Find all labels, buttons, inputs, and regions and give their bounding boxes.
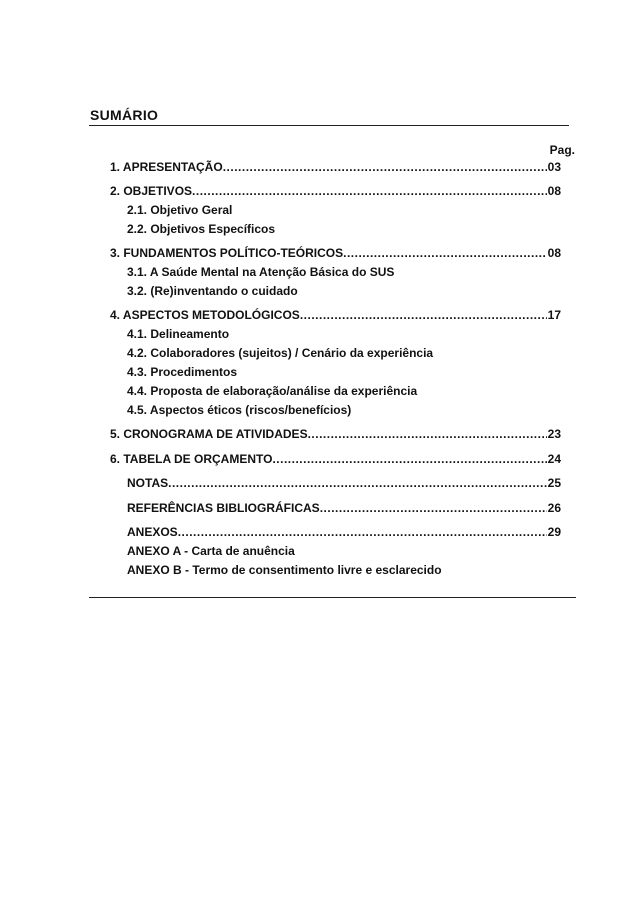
dot-leader bbox=[223, 160, 547, 174]
toc-entry-page: 29 bbox=[547, 525, 561, 539]
toc-subentry[interactable]: 4.3. Procedimentos bbox=[127, 365, 238, 379]
toc-entry-page: 24 bbox=[547, 452, 561, 466]
toc-subentry[interactable]: ANEXO A - Carta de anuência bbox=[127, 544, 295, 558]
toc-subentry[interactable]: 4.1. Delineamento bbox=[127, 327, 230, 341]
dot-leader bbox=[168, 476, 547, 490]
dot-leader bbox=[308, 427, 547, 441]
toc-entry-label: ANEXOS bbox=[127, 525, 178, 539]
toc-entry-label: 1. APRESENTAÇÃO bbox=[110, 160, 223, 174]
toc-entry-referencias[interactable] bbox=[127, 501, 561, 515]
toc-entry-label: NOTAS bbox=[127, 476, 169, 490]
dot-leader bbox=[300, 308, 547, 322]
dot-leader bbox=[320, 501, 547, 515]
dot-leader bbox=[272, 452, 546, 466]
toc-entry-label: 2. OBJETIVOS bbox=[110, 184, 193, 198]
toc-subentry[interactable]: 2.1. Objetivo Geral bbox=[127, 203, 233, 217]
toc-entry-label: 5. CRONOGRAMA DE ATIVIDADES bbox=[110, 427, 308, 441]
toc-subentry[interactable]: 4.2. Colaboradores (sujeitos) / Cenário da experiência bbox=[127, 346, 434, 360]
toc-entry-cronograma[interactable] bbox=[110, 427, 561, 441]
toc-entry-orcamento[interactable] bbox=[110, 452, 561, 466]
toc-subentry[interactable]: 4.4. Proposta de elaboração/análise da experiência bbox=[127, 384, 418, 398]
toc-entry-page: 08 bbox=[547, 246, 561, 260]
toc-entry-page: 17 bbox=[547, 308, 561, 322]
toc-entry-objetivos[interactable] bbox=[110, 184, 561, 198]
toc-subentry[interactable]: 3.1. A Saúde Mental na Atenção Básica do SUS bbox=[127, 265, 395, 279]
toc-entry-fundamentos[interactable] bbox=[110, 246, 561, 260]
toc-subentry[interactable]: ANEXO B - Termo de consentimento livre e esclarecido bbox=[127, 563, 442, 577]
toc-entry-page: 25 bbox=[547, 476, 561, 490]
toc-entry-aspectos-metodologicos[interactable] bbox=[110, 308, 561, 322]
page-column-header: Pag. bbox=[549, 143, 575, 157]
toc-entry-page: 08 bbox=[547, 184, 561, 198]
toc-entry-notas[interactable] bbox=[127, 476, 561, 490]
toc-entry-page: 23 bbox=[547, 427, 561, 441]
toc-entry-label: REFERÊNCIAS BIBLIOGRÁFICAS bbox=[127, 501, 320, 515]
bottom-rule bbox=[89, 597, 576, 598]
toc-subentry[interactable]: 4.5. Aspectos éticos (riscos/benefícios) bbox=[127, 403, 352, 417]
dot-leader bbox=[343, 246, 547, 260]
toc-entry-page: 26 bbox=[547, 501, 561, 515]
toc-entry-label: 3. FUNDAMENTOS POLÍTICO-TEÓRICOS bbox=[110, 246, 344, 260]
toc-entry-page: 03 bbox=[547, 160, 561, 174]
toc-entry-label: 6. TABELA DE ORÇAMENTO bbox=[110, 452, 273, 466]
title-rule bbox=[89, 125, 569, 126]
dot-leader bbox=[178, 525, 547, 539]
dot-leader bbox=[192, 184, 547, 198]
toc-entry-label: 4. ASPECTOS METODOLÓGICOS bbox=[110, 308, 300, 322]
toc-entry-anexos[interactable] bbox=[127, 525, 561, 539]
toc-subentry[interactable]: 2.2. Objetivos Específicos bbox=[127, 222, 276, 236]
toc-entry-apresentacao[interactable] bbox=[110, 160, 561, 174]
page-title: SUMÁRIO bbox=[90, 107, 159, 123]
toc-subentry[interactable]: 3.2. (Re)inventando o cuidado bbox=[127, 284, 298, 298]
